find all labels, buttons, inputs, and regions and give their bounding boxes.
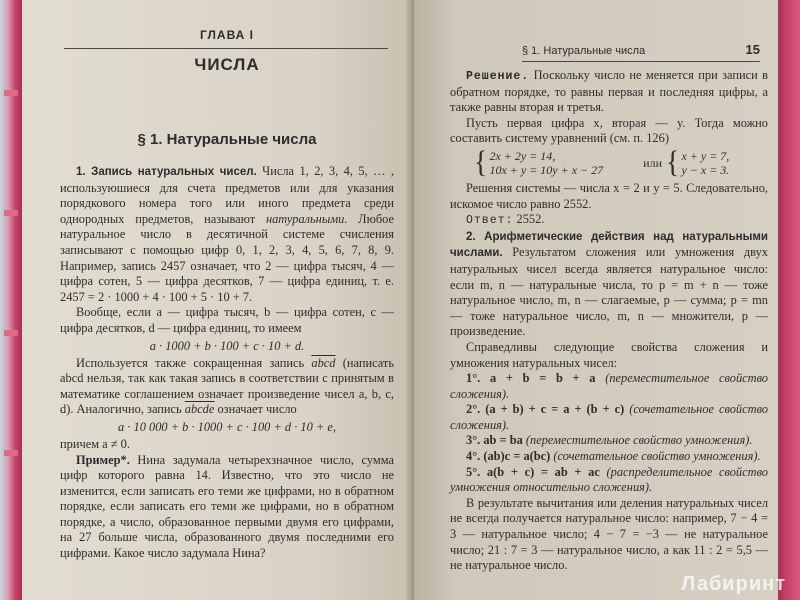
paragraph-3 [60, 356, 394, 418]
equation-line: 2x + 2y = 14, [489, 148, 556, 163]
formula-1: a · 1000 + b · 100 + c · 10 + d. [149, 338, 305, 353]
property-formula: 2°. (a + b) + c = a + (b + c) [466, 402, 625, 417]
answer-value: 2552. [513, 212, 545, 227]
page-number: 15 [745, 42, 760, 57]
example-paragraph [60, 453, 394, 562]
formula-note: причем a ≠ 0. [60, 436, 130, 451]
property-2 [450, 402, 768, 433]
answer-line [450, 212, 768, 229]
paragraph-1 [60, 164, 394, 305]
property-3 [450, 433, 768, 449]
equation-line: y − x = 3. [681, 162, 730, 177]
left-page [22, 0, 414, 600]
property-1 [450, 371, 768, 402]
overlined-number: abcde [184, 402, 215, 417]
example-text: Нина задумала четырехзначное число, сумма цифр которого равна 14. Известно, что это число не изменится, если записать его теми же цифрами, но в обратном порядке, если записать его теми же цифрами, но в обратном порядке, а число, образованное первыми двумя его цифрами, на 27 больше числа, образованного двумя последними его цифрами. Какое число задумала Нина? [60, 452, 394, 561]
equation-line: 10x + y = 10y + x − 27 [489, 162, 604, 177]
header-rule [64, 48, 388, 49]
chapter-label: ГЛАВА I [200, 28, 254, 42]
cover-stripe [4, 210, 18, 216]
equation-system [474, 145, 768, 180]
solution-text: Поскольку число не меняется при записи в обратном порядке, то равны первая и последняя цифры, а также равны вторая и третья. [450, 68, 768, 115]
system-lines [489, 149, 603, 177]
let-paragraph: Пусть первая цифра x, вторая — y. Тогда можно составить систему уравнений (см. п. 126) [450, 115, 768, 146]
term-highlight: натуральными. [265, 211, 348, 226]
property-4 [450, 449, 768, 465]
header-rule [522, 61, 760, 62]
brace-glyph: { [474, 145, 488, 180]
paragraph-text: означает число [214, 402, 297, 417]
property-5 [450, 465, 768, 496]
brace-glyph: { [666, 145, 680, 180]
solution-result: Решения системы — числа x = 2 и y = 5. Следовательно, искомое число равно 2552. [450, 180, 768, 211]
cover-stripe [4, 450, 18, 456]
property-note: (распределительное свойство умножения относительно сложения). [450, 464, 768, 495]
solution-paragraph [450, 68, 768, 116]
section-title: § 1. Натуральные числа [137, 131, 317, 148]
paragraph-text: Числа 1, 2, 3, 4, 5, … , используюшиеся для счета предметов или для указания порядкового номера того или иного предмета среди однородных предметов, называют [60, 164, 394, 226]
system-lines [681, 149, 729, 177]
paragraph-text: Любое натуральное число в десятичной системе счисления записывают с помощью цифр 0, 1, 2, 3, 4, 5, 6, 7, 8, 9. Например, запись 2457 означает, что 2 — цифра тысяч, 4 — цифра сотен, 5 — цифра десятков, 7 — цифра единиц, т. е. 2457 = 2 · 1000 + 4 · 100 + 5 · 10 + 7. [60, 211, 394, 304]
property-formula: 3°. ab = ba [466, 433, 523, 448]
formula-2: a · 10 000 + b · 1000 + c · 100 + d · 10 + e, [118, 419, 336, 434]
equation-line: x + y = 7, [681, 148, 730, 163]
running-head-title: § 1. Натуральные числа [522, 45, 646, 57]
solution-label: Решение. [466, 70, 530, 83]
paragraph-heading: 1. Запись натуральных чисел. [76, 166, 257, 178]
property-note: (сочетательное свойство умножения). [550, 449, 761, 464]
property-note: (сочетательное свойство сложения). [450, 402, 768, 432]
cover-stripe [4, 90, 18, 96]
paragraph-heading: 2. Арифметические действия над натуральными числами. [450, 230, 768, 260]
system-or: или [643, 155, 662, 170]
paragraph-2: Вообще, если a — цифра тысяч, b — цифра сотен, c — цифра десятков, d — цифра единиц, то имеем [60, 305, 394, 335]
example-label: Пример*. [76, 452, 130, 467]
property-note: (переместительное свойство сложения). [450, 371, 768, 401]
property-formula: 5°. a(b + c) = ab + ac [466, 464, 600, 479]
paragraph-text: Используется также сокращенная запись [76, 355, 312, 370]
answer-label: Ответ: [466, 214, 514, 228]
property-note: (переместительное свойство умножения). [522, 433, 753, 448]
last-paragraph: В результате вычитания или деления натуральных чисел не всегда получается натуральное число: например, 7 − 4 = 3 — натуральное число; 4 − 7 = −3 — не натуральное число; 21 : 7 = 3 — натуральное число, а как 11 : 2 = 5,5 — не натуральное число. [450, 495, 768, 573]
cover-stripe [4, 330, 18, 336]
paragraph-text: Результатом сложения или умножения двух натуральных чисел всегда является натуральное число: если m, n — натуральные числа, то p = m + n — тоже натуральное число, m, n — слагаемые, p — сумма; p = mn — тоже натуральное число, m, n — множители, p — произведение. [450, 245, 768, 339]
book-cover-left [0, 0, 22, 600]
property-formula: 4°. (ab)c = a(bc) [466, 449, 551, 464]
properties-intro: Справедливы следующие свойства сложения и умножения натуральных чисел: [450, 339, 768, 370]
chapter-title: ЧИСЛА [194, 55, 260, 74]
paragraph-2-arith [450, 229, 768, 340]
property-formula: 1°. a + b = b + a [466, 371, 596, 386]
right-page [414, 0, 778, 600]
overlined-number: abcd [311, 355, 336, 370]
book-cover-right [778, 0, 800, 600]
watermark-logo: Лабиринт [681, 573, 786, 595]
paragraph-text: (написать abcd нельзя, так как такая запись в соответствии с принятым в математике соглашением означает произведение чисел a, b, c, d). Аналогично, запись [60, 355, 394, 417]
running-head [450, 42, 768, 57]
